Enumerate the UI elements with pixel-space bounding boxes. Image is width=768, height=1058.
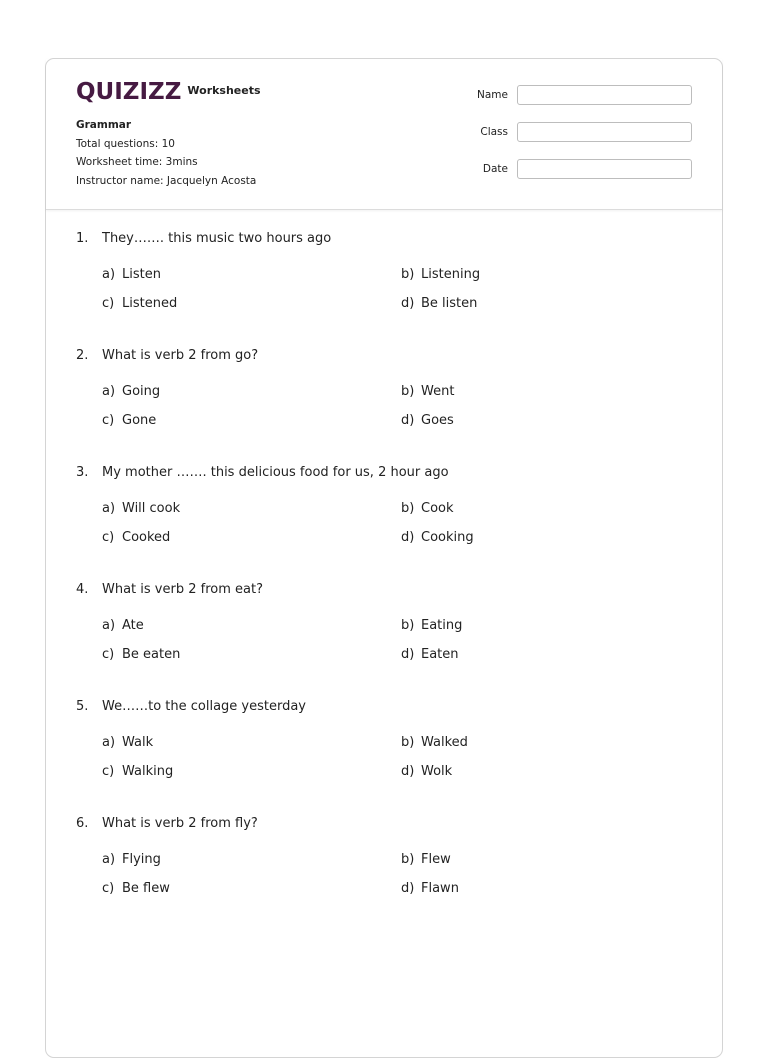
name-label: Name [477, 89, 508, 101]
worksheet-time: Worksheet time: 3mins [76, 156, 198, 168]
option-text: Ate [122, 618, 144, 633]
option-letter: d) [401, 764, 415, 779]
option-text: Listen [122, 267, 161, 282]
question-number: 2. [76, 348, 89, 363]
option-text: Be eaten [122, 647, 181, 662]
brand-subtitle: Worksheets [187, 83, 261, 97]
option-c [102, 413, 156, 428]
option-letter: c) [102, 296, 115, 311]
name-input[interactable] [517, 85, 692, 105]
question-5 [76, 697, 706, 814]
option-text: Be flew [122, 881, 170, 896]
option-letter: c) [102, 764, 115, 779]
question-text [76, 465, 449, 480]
option-text: Will cook [122, 501, 181, 516]
option-text: Wolk [421, 764, 453, 779]
quizizz-logo: QUIZIZZ [76, 79, 182, 105]
class-input[interactable] [517, 122, 692, 142]
option-b [401, 384, 454, 399]
option-c [102, 530, 170, 545]
option-d [401, 413, 454, 428]
question-6 [76, 814, 706, 931]
option-text: Flawn [421, 881, 459, 896]
question-1 [76, 229, 706, 346]
class-label: Class [480, 126, 508, 138]
option-c [102, 881, 170, 896]
question-prompt: We……to the collage yesterday [102, 699, 307, 714]
question-number: 5. [76, 699, 89, 714]
option-text: Cooked [122, 530, 171, 545]
class-field-row [46, 122, 724, 144]
question-4 [76, 580, 706, 697]
option-a [102, 735, 153, 750]
option-a [102, 501, 180, 516]
name-field-row [46, 85, 724, 107]
option-c [102, 647, 180, 662]
option-letter: b) [401, 501, 415, 516]
question-prompt: They……. this music two hours ago [102, 231, 332, 246]
question-text [76, 231, 331, 246]
option-d [401, 764, 452, 779]
question-number: 1. [76, 231, 89, 246]
option-text: Walked [421, 735, 468, 750]
option-b [401, 618, 462, 633]
option-text: Cooking [421, 530, 474, 545]
question-prompt: What is verb 2 from go? [102, 348, 259, 363]
question-prompt: What is verb 2 from fly? [102, 816, 258, 831]
date-field-row [46, 159, 724, 181]
question-prompt: My mother ……. this delicious food for us, 2 hour ago [102, 465, 449, 480]
option-letter: b) [401, 735, 415, 750]
option-a [102, 384, 160, 399]
option-letter: b) [401, 852, 415, 867]
option-letter: a) [102, 384, 116, 399]
option-text: Eaten [421, 647, 459, 662]
option-b [401, 735, 468, 750]
option-text: Be listen [421, 296, 478, 311]
option-letter: c) [102, 881, 115, 896]
option-text: Walk [122, 735, 154, 750]
question-number: 3. [76, 465, 89, 480]
option-letter: a) [102, 618, 116, 633]
option-a [102, 618, 144, 633]
question-text [76, 816, 258, 831]
option-letter: a) [102, 501, 116, 516]
instructor-name: Instructor name: Jacquelyn Acosta [76, 174, 257, 187]
option-text: Cook [421, 501, 454, 516]
option-b [401, 501, 454, 516]
question-number: 6. [76, 816, 89, 831]
option-d [401, 530, 474, 545]
option-d [401, 296, 477, 311]
option-letter: d) [401, 413, 415, 428]
option-d [401, 647, 459, 662]
option-letter: b) [401, 618, 415, 633]
option-letter: c) [102, 413, 115, 428]
date-label: Date [482, 163, 508, 175]
option-c [102, 764, 173, 779]
question-number: 4. [76, 582, 89, 597]
question-3 [76, 463, 706, 580]
option-letter: a) [102, 267, 116, 282]
option-text: Going [122, 384, 161, 399]
option-letter: c) [102, 647, 115, 662]
option-letter: a) [102, 735, 116, 750]
option-c [102, 296, 177, 311]
option-letter: d) [401, 296, 415, 311]
question-text [76, 582, 263, 597]
question-2 [76, 346, 706, 463]
option-text: Gone [122, 413, 157, 428]
option-b [401, 852, 451, 867]
option-letter: c) [102, 530, 115, 545]
question-text [76, 699, 306, 714]
option-a [102, 267, 161, 282]
question-text [76, 348, 258, 363]
option-letter: d) [401, 530, 415, 545]
option-text: Flying [122, 852, 161, 867]
option-text: Listened [122, 296, 178, 311]
option-text: Walking [122, 764, 174, 779]
total-questions: Total questions: 10 [76, 137, 175, 150]
question-list [76, 229, 706, 931]
subject-title: Grammar [76, 119, 132, 131]
worksheet-header [46, 59, 722, 210]
option-b [401, 267, 480, 282]
option-letter: b) [401, 267, 415, 282]
date-input[interactable] [517, 159, 692, 179]
option-d [401, 881, 459, 896]
worksheet-page [45, 58, 723, 1058]
option-letter: d) [401, 881, 415, 896]
option-letter: b) [401, 384, 415, 399]
option-text: Eating [421, 618, 463, 633]
option-letter: a) [102, 852, 116, 867]
option-text: Flew [421, 852, 451, 867]
option-text: Listening [421, 267, 481, 282]
question-prompt: What is verb 2 from eat? [102, 582, 263, 597]
option-text: Goes [421, 413, 454, 428]
option-a [102, 852, 161, 867]
option-letter: d) [401, 647, 415, 662]
option-text: Went [421, 384, 455, 399]
